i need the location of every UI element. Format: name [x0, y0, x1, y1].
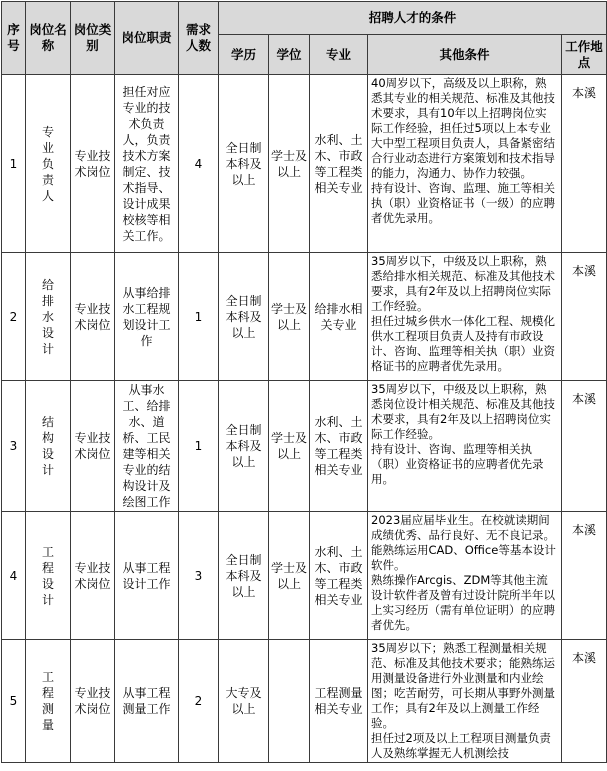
row-education: 全日制本科及以上 — [219, 253, 269, 381]
row-degree: 学士及以上 — [269, 381, 310, 512]
row-position-name: 专业负责人 — [26, 75, 71, 253]
row-major: 水利、土木、市政等工程类相关专业 — [310, 512, 368, 640]
row-count: 1 — [179, 381, 219, 512]
header-degree: 学位 — [269, 35, 310, 75]
row-position-type: 专业技术岗位 — [71, 75, 115, 253]
recruitment-table — [1, 1, 607, 763]
row-degree: 学士及以上 — [269, 253, 310, 381]
row-location: 本溪 — [562, 640, 607, 763]
row-duty: 从事工程设计工作 — [115, 512, 179, 640]
row-position-name: 结构设计 — [26, 381, 71, 512]
row-major: 水利、土木、市政等工程类相关专业 — [310, 75, 368, 253]
header-conditions: 招聘人才的条件 — [219, 2, 607, 35]
header-education: 学历 — [219, 35, 269, 75]
row-seq: 1 — [2, 75, 26, 253]
row-degree — [269, 640, 310, 763]
row-degree: 学士及以上 — [269, 512, 310, 640]
row-other-conditions: 40周岁以下，高级及以上职称，熟悉其专业的相关规范、标准及其他技术要求，具有10年以上招聘岗位实际工作经验，担任过5项以上本专业大中型工程项目负责人，具备紧密结合行业动态进行方案策划和技术指导的能力，沟通力、协作力较强。 持有设计、咨询、监理、施工等相关执（职）业资格证书（一级）的应聘者优先录用。 — [368, 75, 562, 253]
header-count: 需求人数 — [179, 2, 219, 75]
row-other-conditions: 2023届应届毕业生。在校就读期间成绩优秀、品行良好、无不良记录。能熟练运用CAD、Office等基本设计软件。 熟练操作Arcgis、ZDM等其他主流设计软件者及曾有过设计院所半年以上实习经历（需有单位证明）的应聘者优先。 — [368, 512, 562, 640]
row-duty: 从事给排水工程规划设计工作 — [115, 253, 179, 381]
row-count: 4 — [179, 75, 219, 253]
header-position-type: 岗位类别 — [71, 2, 115, 75]
header-location: 工作地点 — [562, 35, 607, 75]
row-duty: 从事工程测量工作 — [115, 640, 179, 763]
row-major: 水利、土木、市政等工程类相关专业 — [310, 381, 368, 512]
table-row — [2, 75, 607, 253]
row-count: 2 — [179, 640, 219, 763]
row-education: 全日制本科及以上 — [219, 75, 269, 253]
table-row — [2, 381, 607, 512]
row-position-name: 工程测量 — [26, 640, 71, 763]
row-position-type: 专业技术岗位 — [71, 512, 115, 640]
row-major: 给排水相关专业 — [310, 253, 368, 381]
row-duty: 从事水工、给排水、道桥、工民建等相关专业的结构设计及绘图工作 — [115, 381, 179, 512]
table-row — [2, 640, 607, 763]
row-degree: 学士及以上 — [269, 75, 310, 253]
row-position-type: 专业技术岗位 — [71, 381, 115, 512]
row-education: 全日制本科及以上 — [219, 381, 269, 512]
row-duty: 担任对应专业的技术负责人，负责技术方案制定、技术指导、设计成果校核等相关工作。 — [115, 75, 179, 253]
table-row — [2, 512, 607, 640]
row-position-name: 给排水设计 — [26, 253, 71, 381]
header-seq: 序号 — [2, 2, 26, 75]
row-location: 本溪 — [562, 381, 607, 512]
row-position-name: 工程设计 — [26, 512, 71, 640]
row-position-type: 专业技术岗位 — [71, 640, 115, 763]
row-seq: 2 — [2, 253, 26, 381]
row-other-conditions: 35周岁以下，中级及以上职称，熟悉给排水相关规范、标准及其他技术要求，具有2年及以上招聘岗位实际工作经验。 担任过城乡供水一体化工程、规模化供水工程项目负责人及持有市政设计、咨询、监理等相关执（职）业资格证书的应聘者优先录用。 — [368, 253, 562, 381]
header-major: 专业 — [310, 35, 368, 75]
row-location: 本溪 — [562, 75, 607, 253]
header-duty: 岗位职责 — [115, 2, 179, 75]
header-other: 其他条件 — [368, 35, 562, 75]
row-education: 大专及以上 — [219, 640, 269, 763]
row-other-conditions: 35周岁以下；熟悉工程测量相关规范、标准及其他技术要求；能熟练运用测量设备进行外业测量和内业绘图；吃苦耐劳，可长期从事野外测量工作；具有2年及以上测量工作经验。 担任过2项及以上工程项目测量负责人及熟练掌握无人机测绘技 — [368, 640, 562, 763]
header-position-name: 岗位名称 — [26, 2, 71, 75]
row-seq: 4 — [2, 512, 26, 640]
row-location: 本溪 — [562, 253, 607, 381]
row-major: 工程测量相关专业 — [310, 640, 368, 763]
row-location: 本溪 — [562, 512, 607, 640]
row-count: 1 — [179, 253, 219, 381]
row-education: 全日制本科及以上 — [219, 512, 269, 640]
row-position-type: 专业技术岗位 — [71, 253, 115, 381]
row-other-conditions: 35周岁以下，中级及以上职称，熟悉岗位设计相关规范、标准及其他技术要求，具有2年及以上招聘岗位实际工作经验。 持有设计、咨询、监理等相关执（职）业资格证书的应聘者优先录用。 — [368, 381, 562, 512]
row-seq: 3 — [2, 381, 26, 512]
row-seq: 5 — [2, 640, 26, 763]
row-count: 3 — [179, 512, 219, 640]
table-row — [2, 253, 607, 381]
